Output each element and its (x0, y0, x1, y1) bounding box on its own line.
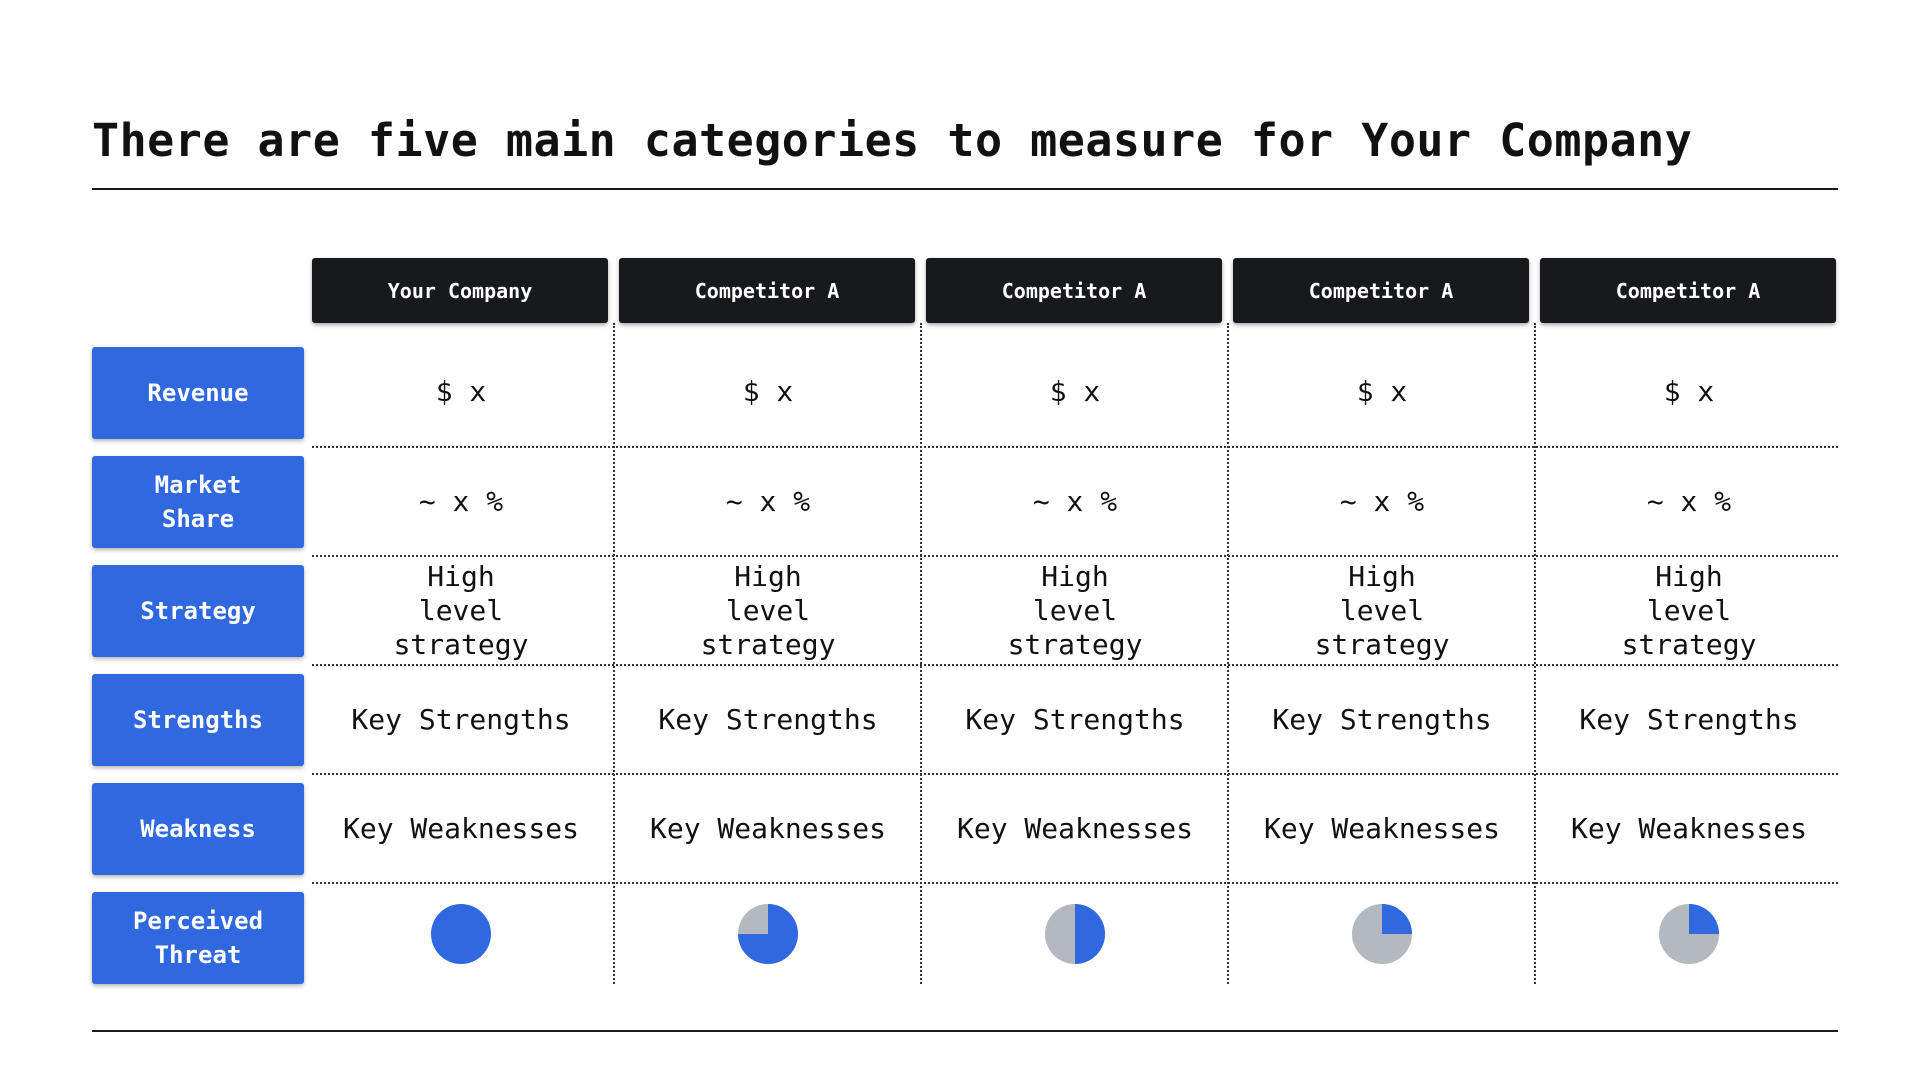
row-label-market-share: Market Share (92, 456, 304, 548)
title-divider (92, 188, 1838, 190)
strategy-cell: High level strategy (393, 559, 529, 661)
threat-pie-icon (429, 902, 493, 966)
column-header-your-company: Your Company (312, 258, 608, 323)
column-header-competitor: Competitor A (1540, 258, 1836, 323)
threat-pie-slice (1382, 904, 1412, 934)
market-share-cell: ~ x % (1646, 484, 1732, 518)
comparison-table (92, 258, 1838, 984)
threat-cell (922, 884, 1228, 984)
threat-pie-icon (1657, 902, 1721, 966)
revenue-cell: $ x (742, 375, 794, 408)
row-label-revenue: Revenue (92, 347, 304, 439)
strategy-cell: High level strategy (1314, 559, 1450, 661)
weakness-cell: Key Weaknesses (1570, 811, 1807, 845)
weakness-cell: Key Weaknesses (649, 811, 886, 845)
row-label-strengths: Strengths (92, 674, 304, 766)
threat-pie-icon (736, 902, 800, 966)
footer-divider (92, 1030, 1838, 1032)
weakness-cell: Key Weaknesses (1263, 811, 1500, 845)
threat-pie-slice (1689, 904, 1719, 934)
market-share-cell: ~ x % (418, 484, 504, 518)
strengths-cell: Key Strengths (1579, 702, 1799, 736)
threat-cell (1536, 884, 1842, 984)
page-title: There are five main categories to measure for Your Company (92, 114, 1693, 167)
threat-pie-icon (1350, 902, 1414, 966)
threat-pie-slice (1075, 904, 1105, 964)
market-share-cell: ~ x % (1339, 484, 1425, 518)
strengths-cell: Key Strengths (1272, 702, 1492, 736)
column-header-competitor: Competitor A (1233, 258, 1529, 323)
threat-pie-background (431, 904, 491, 964)
threat-pie-icon (1043, 902, 1107, 966)
column-header-competitor: Competitor A (926, 258, 1222, 323)
revenue-cell: $ x (435, 375, 487, 408)
row-label-weakness: Weakness (92, 783, 304, 875)
revenue-cell: $ x (1663, 375, 1715, 408)
threat-cell (308, 884, 614, 984)
revenue-cell: $ x (1049, 375, 1101, 408)
market-share-cell: ~ x % (725, 484, 811, 518)
strategy-cell: High level strategy (1007, 559, 1143, 661)
strengths-cell: Key Strengths (351, 702, 571, 736)
row-label-strategy: Strategy (92, 565, 304, 657)
threat-cell (1229, 884, 1535, 984)
threat-cell (615, 884, 921, 984)
weakness-cell: Key Weaknesses (956, 811, 1193, 845)
column-header-competitor: Competitor A (619, 258, 915, 323)
revenue-cell: $ x (1356, 375, 1408, 408)
strategy-cell: High level strategy (700, 559, 836, 661)
weakness-cell: Key Weaknesses (342, 811, 579, 845)
strengths-cell: Key Strengths (965, 702, 1185, 736)
market-share-cell: ~ x % (1032, 484, 1118, 518)
strategy-cell: High level strategy (1621, 559, 1757, 661)
row-label-perceived-threat: Perceived Threat (92, 892, 304, 984)
strengths-cell: Key Strengths (658, 702, 878, 736)
